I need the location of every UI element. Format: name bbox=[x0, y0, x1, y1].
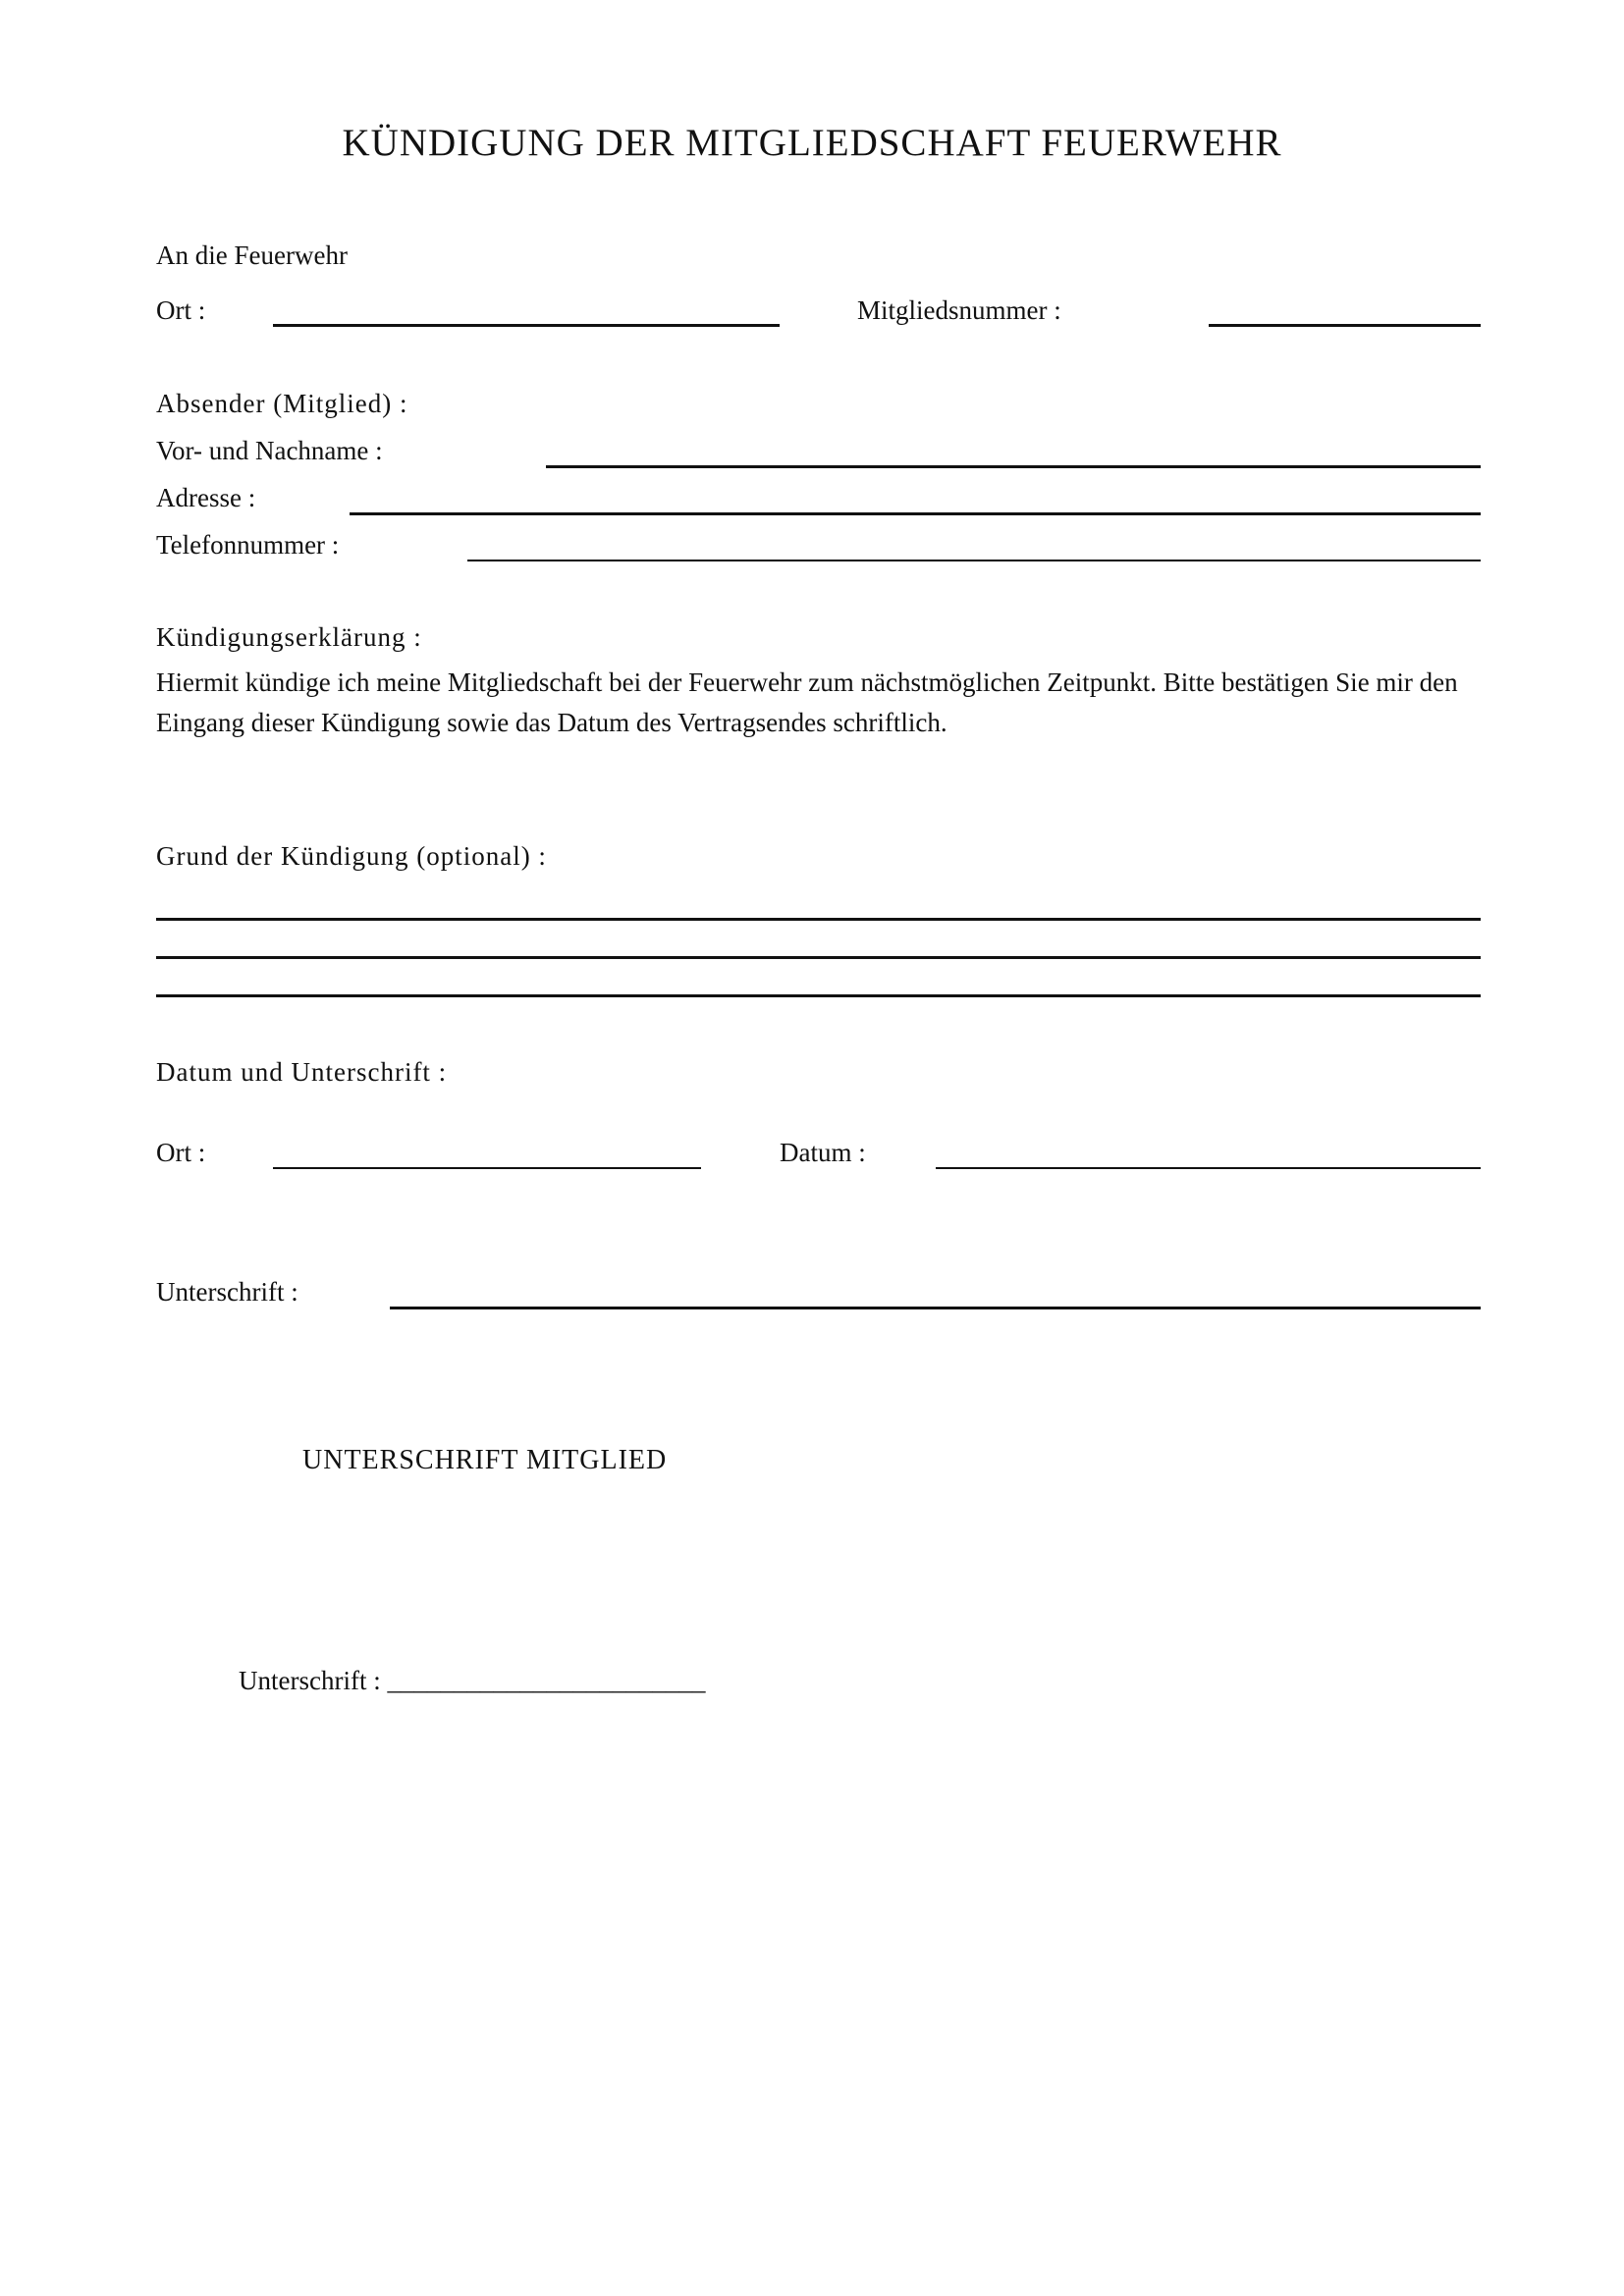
declaration-heading: Kündigungserklärung : bbox=[156, 622, 422, 652]
sender-address-label: Adresse : bbox=[156, 483, 256, 512]
member-number-label: Mitgliedsnummer : bbox=[857, 295, 1061, 325]
recipient-heading: An die Feuerwehr bbox=[156, 240, 348, 270]
signature-datum-label: Datum : bbox=[780, 1138, 866, 1167]
member-number-field[interactable] bbox=[1209, 324, 1481, 327]
sender-phone-field[interactable] bbox=[467, 560, 1481, 561]
recipient-ort-label: Ort : bbox=[156, 295, 206, 325]
page-title: KÜNDIGUNG DER MITGLIEDSCHAFT FEUERWEHR bbox=[342, 122, 1282, 164]
signature-label: Unterschrift : bbox=[156, 1277, 298, 1307]
signature-datum-field[interactable] bbox=[936, 1167, 1481, 1169]
sender-name-field[interactable] bbox=[546, 465, 1481, 468]
sender-phone-label: Telefonnummer : bbox=[156, 530, 340, 560]
recipient-ort-field[interactable] bbox=[273, 324, 780, 327]
reason-line-1[interactable] bbox=[156, 918, 1481, 921]
member-signature-heading: UNTERSCHRIFT MITGLIED bbox=[302, 1445, 668, 1475]
declaration-text: Hiermit kündige ich meine Mitgliedschaft bei der Feuerwehr zum nächstmöglichen Zeitpunkt. Bitte bestätigen Sie mir den Eingang dieser Kündigung sowie das Datum des Vertragsendes schriftlich. bbox=[156, 667, 1458, 737]
sender-heading: Absender (Mitglied) : bbox=[156, 389, 408, 418]
member-signature-label: Unterschrift : bbox=[239, 1666, 381, 1695]
reason-line-3[interactable] bbox=[156, 994, 1481, 997]
reason-heading: Grund der Kündigung (optional) : bbox=[156, 841, 547, 871]
member-signature-line[interactable] bbox=[239, 1661, 705, 1700]
signature-ort-label: Ort : bbox=[156, 1138, 206, 1167]
member-signature-blank[interactable]: ________________________ bbox=[387, 1666, 706, 1695]
sender-address-field[interactable] bbox=[350, 512, 1481, 515]
sender-name-label: Vor- und Nachname : bbox=[156, 436, 383, 465]
signature-ort-field[interactable] bbox=[273, 1167, 701, 1169]
reason-line-2[interactable] bbox=[156, 956, 1481, 959]
signature-section-heading: Datum und Unterschrift : bbox=[156, 1057, 448, 1087]
signature-field[interactable] bbox=[390, 1307, 1481, 1309]
